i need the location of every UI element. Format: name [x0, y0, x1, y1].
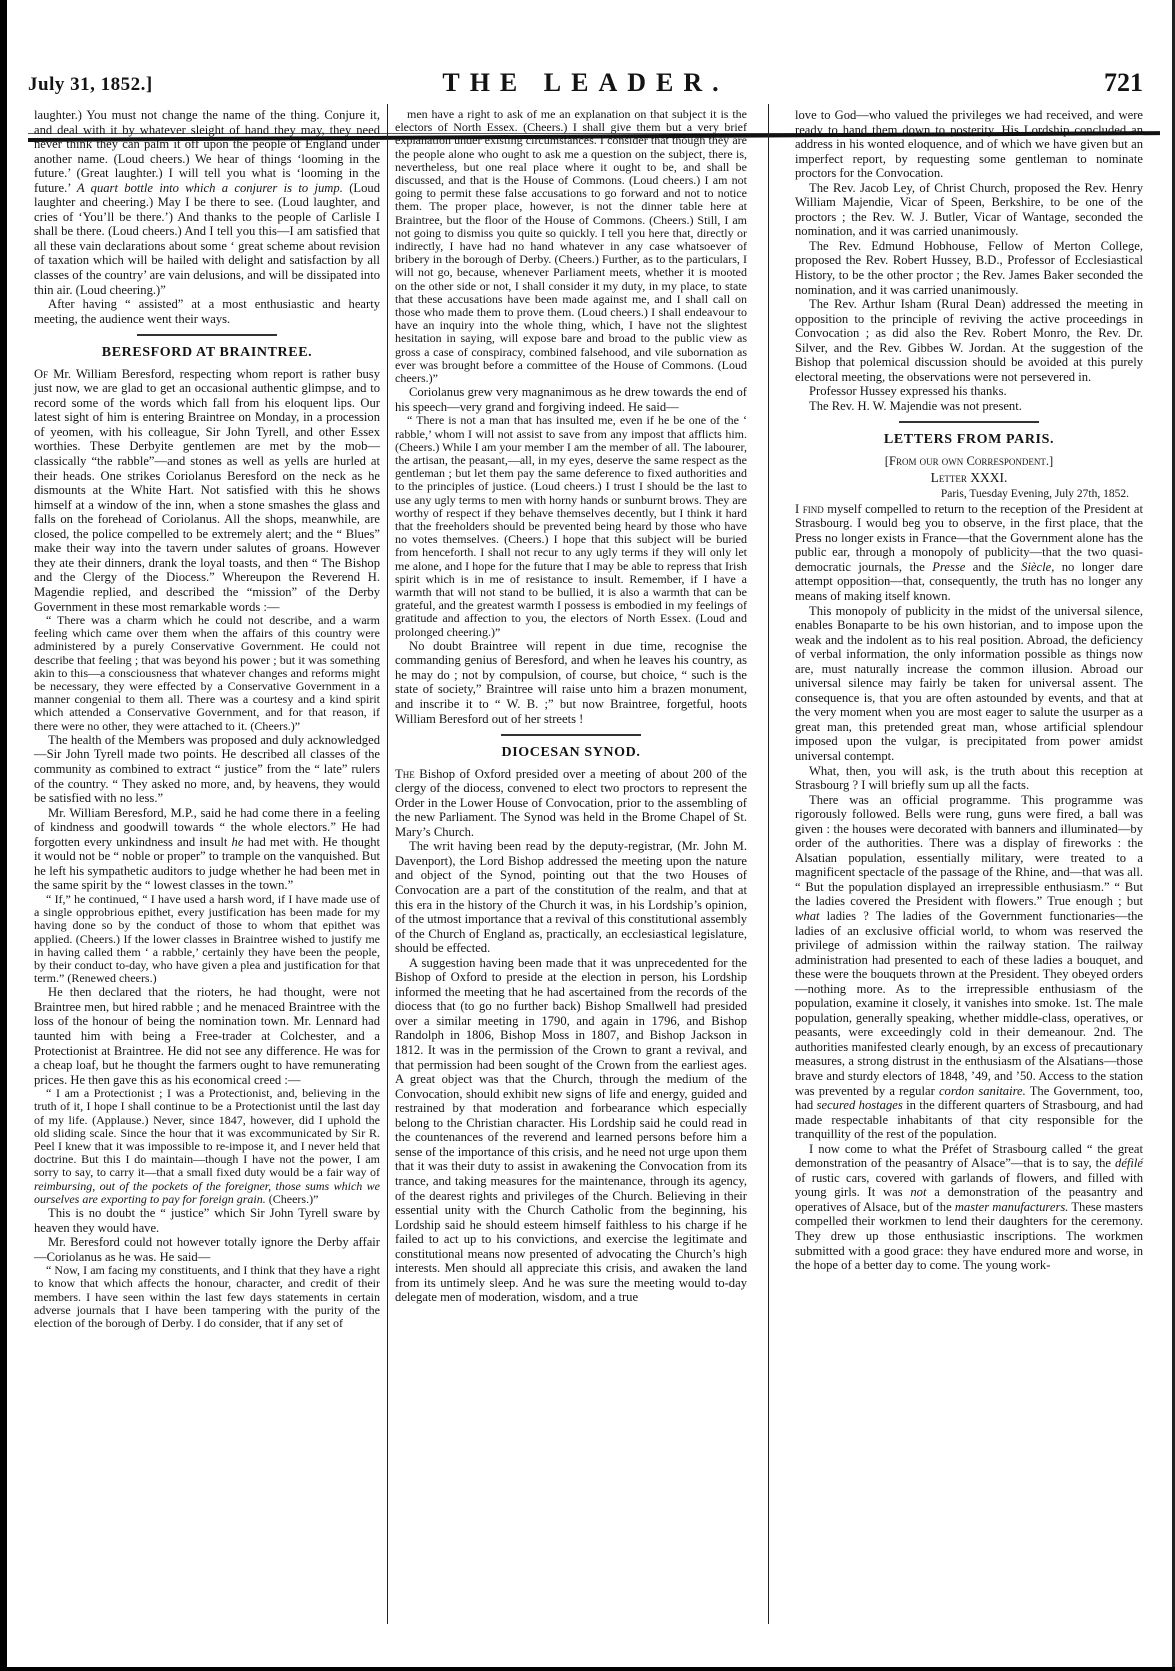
paragraph: Mr. Beresford could not however totally ignore the Derby affair—Coriolanus as he was. He said—	[34, 1235, 380, 1264]
italic-text: défilé	[1115, 1156, 1143, 1171]
paragraph	[795, 502, 1143, 604]
paragraph: The Rev. H. W. Majendie was not present.	[809, 398, 1022, 413]
italic-text: Presse	[932, 559, 966, 574]
text: no longer dare attempt opposition—that, consequently, the truth has no longer any means of making itself known.	[795, 559, 1143, 603]
section-separator	[899, 421, 1039, 423]
column-divider-1	[387, 104, 388, 1624]
italic-text: not	[910, 1185, 927, 1200]
text: ladies ? The ladies of the Government functionaries—the ladies of an exclusive official world, to whom was reserved the privilege of admission within the railway station. The railway administration had presented to each of these ladies a bouquet, and these were the bouquets thrown at the President. They obeyed orders—nothing more. As to the irrepressible enthusiasm of the population, examine it closely, it vanishes into smoke. 1st. The male population, generally speaking, whether middle-class, operatives, or peasants, were exceedingly cold in their demeanour. 2nd. The authorities manifested clearly enough, by an excess of precautionary measures, a strong distrust in the enthusiasm of the Alsatians—those brave and sturdy electors of 1848, ’49, and ’50. Access to the station was prevented by a regular	[795, 908, 1143, 1098]
lead-in: The	[395, 766, 415, 781]
text: These masters compelled their workmen to lend their daughters for the ceremony. They drew up those enthusiastic inscriptions. The workmen submitted with a good grace: they have endured more and worse, in the hope of a better day to come. The young work-	[795, 1199, 1144, 1273]
issue-date: July 31, 1852.]	[28, 74, 153, 95]
italic-text: Siècle,	[1021, 559, 1055, 574]
paragraph	[34, 108, 380, 297]
newspaper-title: THE LEADER.	[442, 68, 729, 97]
quotation: “ There was a charm which he could not describe, and a warm feeling which came over them when the affairs of this country were administered by a purely Conservative Government. He could not describe that feeling ; that was beyond his power ; but it was something akin to this—a consciousness that whatever changes and reforms might be necessary, they were effected by a Conservative Government in a manner congenial to them all. There was a courtesy and a kind spirit which attended a Conservative Government, and for that reason, if there were no other, they were attached to it. (Cheers.)”	[34, 613, 380, 733]
text: a demonstration of the peasantry and operatives of Alsace, but of the	[795, 1185, 1143, 1214]
section-separator	[137, 334, 277, 336]
column-3	[795, 108, 1143, 1273]
quotation: “ There is not a man that has insulted me, even if he be one of the ‘ rabble,’ whom I will not assist to save from any impost that afflicts him. (Cheers.) While I am your member I am the member of all. The labourer, the artisan, the peasant,—all, in my eyes, deserve the same respect as the gentleman ; but let them pay the same deference to fixed authorities and to the principles of justice. (Loud cheers.) I trust I should be the last to use any ugly terms to men with horny hands or sunburnt brows. They are worthy of respect if they behave themselves decently, but I think it hard that the freeholders should be prevented being heard by those who have no votes themselves. (Cheers.) I hope that this subject will be buried from henceforth. I shall not recur to any ugly terms if they will only let me alone, and I hope for the future that I may be able to repress that Irish spirit which is in me of resistance to insult. Remember, if I have a warmth that will not stand to be bullied, it is also a warmth that can be grateful, and the greatest warmth I possess is embodied in my feelings of gratitude and affection to you, the electors of North Essex. (Loud and prolonged cheering.)”	[395, 413, 747, 639]
page-left-edge	[0, 0, 7, 1671]
paragraph: love to God—who valued the privileges we had received, and were ready to hand them down to posterity. His Lordship concluded an address in his wonted eloquence, and of which we have given but an imperfect report, by requesting some gentleman to nominate proctors for the Convocation.	[795, 108, 1143, 181]
article-heading-beresford: BERESFORD AT BRAINTREE.	[101, 345, 313, 361]
column-2	[395, 108, 747, 1305]
text: I now come to what the Préfet of Strasbourg called “ the great demonstration of the peasantry of Alsace”—that is to say, the	[795, 1141, 1143, 1171]
paragraph	[795, 793, 1143, 1142]
paragraph: What, then, you will ask, is the truth about this reception at Strasbourg ? I will briefly sum up all the facts.	[795, 763, 1143, 793]
paragraph	[34, 806, 380, 893]
masthead	[28, 44, 1143, 97]
text: The Government, too, had	[795, 1083, 1143, 1113]
correspondent-note: [From our own Correspondent.]	[884, 454, 1054, 469]
text: in the different quarters of Strasbourg, and had made respectable inhabitants of that city responsible for the tranquillity of the rest of the population.	[795, 1098, 1143, 1142]
paragraph: Coriolanus grew very magnanimous as he drew towards the end of his speech—very grand and forgiving indeed. He said—	[395, 385, 747, 414]
paragraph: This is no doubt the “ justice” which Sir John Tyrell sware by heaven they would have.	[34, 1205, 380, 1235]
text: Bishop of Oxford presided over a meeting of about 200 of the clergy of the diocess, convened to elect two proctors to represent the Order in the Lower House of Convocation, prior to the assembling of the new Parliament. The Synod was held in the Brome Chapel of St. Mary’s Church.	[395, 766, 747, 839]
quotation	[34, 1087, 380, 1206]
italic-text: he	[231, 834, 244, 849]
italic-text: A quart bottle into which a conjurer is to jump.	[76, 180, 343, 195]
column-1	[34, 108, 380, 1330]
column-divider-2	[768, 104, 769, 1624]
paragraph	[34, 367, 380, 614]
text: Mr. William Beresford, respecting whom report is rather busy just now, we are glad to get an occasional authentic glimpse, and to record some of the words which fall from his eloquent lips. Our latest sight of him is entering Braintree on Monday, in a procession of yeomen, with his colleague, Sir John Tyrell, and other Essex worthies. These Derbyite gentlemen are met by the mob—classically “the rabble”—and stones as well as yells are hurled at their heads. One strikes Coriolanus Beresford on the neck as he dismounts at the White Hart. Not satisfied with this he shows himself at a window of the inn, when a stone smashes the glass and falls on the forehead of Coriolanus. All the shops, meanwhile, are closed, the police compelled to be extremely alert; and the “ Blues” make their way into the tavern under salutes of groans. However they ate their dinners, drank the loyal toasts, and then “ The Bishop and the Clergy of the Diocess.” Whereupon the Reverend H. Magendie replied, and described the “mission” of the Derby Government in these most remarkable words :—	[34, 366, 380, 614]
paragraph: The Rev. Jacob Ley, of Christ Church, proposed the Rev. Henry William Majendie, Vicar of Speen, Berkshire, to be one of the proctors ; the Rev. W. J. Butler, Vicar of Wantage, seconded the nomination, and it was carried unanimously.	[795, 180, 1143, 239]
paragraph: The health of the Members was proposed and duly acknowledged—Sir John Tyrell made two points. He described all classes of the community as combined to extract “ justice” from the “ late” rulers of the country. “ They asked no more, and, by heavens, they would be satisfied with no less.”	[34, 732, 380, 806]
text: Mr. William Beresford, M.P., said he had come there in a feeling of kindness and goodwill towards “ the whole electors.” He had forgotten every unkindness and insult	[34, 805, 380, 849]
article-heading-diocesan-synod: DIOCESAN SYNOD.	[501, 745, 641, 761]
text: and the	[965, 559, 1022, 574]
paragraph: This monopoly of publicity in the midst of the universal silence, enables Bonaparte to be his own historian, and to impose upon the weak and the indolent as to his real position. Abroad, the deficiency of verbal information, the only information possible as things now are, must naturally increase the common illusion. Abroad our universal silence may fairly be taken for universal assent. The consequence is, that you are often astounded by events, and that at the very moment when you are most eager to salute the usurper as a great man, this pretended great man, whose artificial splendour imposed upon the vulgar, is precipitated from power amidst universal contempt.	[795, 603, 1143, 763]
italic-text: reimbursing, out of the pockets of the foreigner, those sums which we ourselves are exporting to pay for foreign grain.	[34, 1178, 380, 1206]
paragraph: No doubt Braintree will repent in due time, recognise the commanding genius of Beresford, and when he leaves his country, as he may do ; not by compulsion, of course, but choice, “ such is the state of society,” Braintree will raise unto him a brazen monument, and inscribe it to “ W. B. ;” but now Braintree, forgetful, hoots William Beresford out of her streets !	[395, 638, 747, 726]
text: of rustic cars, covered with garlands of flowers, and filled with young girls. It was	[795, 1170, 1143, 1200]
text: (Loud laughter and cheering.) May I be there to see. (Loud laughter, and cries of ‘You’ll be there.’) And thanks to the people of Carlisle I shall be there. (Loud cheers.) And I tell you this—I am satisfied that all these vain declarations about some ‘ great scheme about revision of taxation which will be hailed with delight and satisfaction by all classes of the country’ are vain delusions, and will be dissipated into thin air. (Loud cheering.)”	[34, 180, 380, 297]
italic-text: what	[795, 908, 820, 923]
paragraph: After having “ assisted” at a most enthusiastic and hearty meeting, the audience went their ways.	[34, 297, 380, 326]
paragraph: The Rev. Edmund Hobhouse, Fellow of Merton College, proposed the Rev. Robert Hussey, B.D., Professor of Ecclesiastical History, to be the other proctor ; the Rev. James Baker seconded the nomination, and it was carried unanimously.	[795, 238, 1143, 297]
section-separator	[501, 734, 641, 736]
italic-text: cordon sanitaire.	[938, 1083, 1026, 1098]
italic-text: master manufacturers.	[954, 1199, 1069, 1214]
paragraph: The writ having been read by the deputy-registrar, (Mr. John M. Davenport), the Lord Bishop addressed the meeting upon the nature and object of the Synod, pointing out that the two Houses of Convocation are a part of the constitution of the realm, and that at this era in the history of the Church it was, in his Lordship’s opinion, of the utmost importance that a revival of this constitutional assembly of the Church of England as, practically, an ecclesiastical legislature, should be effected.	[395, 839, 747, 956]
text: laughter.) You must not change the name of the thing. Conjure it, and deal with it by whatever sleight of hand they may, they need never think they can palm it off upon the people of England under another name. (Loud cheers.) We hear of things ‘looming in the future.’ (Great laughter.) I will tell you what is ‘looming in the future.’	[34, 108, 380, 195]
quotation: “ Now, I am facing my constituents, and I think that they have a right to know that which affects the honour, character, and credit of their members. I have seen within the last few days statements in certain adverse journals that I have been tampering with the purity of the election of the borough of Derby. I do consider, that if any set of	[34, 1263, 380, 1330]
text: had met with. He thought it would not be “ noble or proper” to trample on the vanquished. But he left his sympathetic auditors to judge whether he had been met in the same spirit by the “ lowest classes in the town.”	[34, 834, 380, 893]
quotation-continued: men have a right to ask of me an explanation on that subject it is the electors of North Essex. (Cheers.) I shall give them but a very brief explanation under existing circumstances. I consider that though they are the people alone who ought to ask me a question on the subject, there is, nevertheless, but one real place where it ought to be, and shall be discussed, and that is the House of Commons. (Loud cheers.) I am not going to permit these false accusations to go forward and not to notice them. The proper place, however, is not the dinner table here at Braintree, but the floor of the House of Commons. (Cheers.) Still, I am not going to dismiss you quite so quickly. I tell you here that, directly or indirectly, I have had no hand whatever in any case whatsoever of bribery in the borough of Derby. (Cheers.) Further, as to the particulars, I will not go, because, whenever Parliament meets, whether it is mooted on the other side or not, I shall consider it my duty, in my place, to state that these accusations have been made against me, and I shall call on those who made them to prove them. (Loud cheers.) I shall endeavour to have an inquiry into the whole thing, which, I have not the slightest hesitation in saying, will expose bare and broad to the public view as gross a case of conspiracy, combined falsehood, and vile subornation as ever was brought before a committee of the House of Commons. (Loud cheers.)”	[395, 107, 747, 386]
text: There was an official programme. This programme was rigorously followed. Bells were rung, guns were fired, a ball was given : the houses were decorated with banners and illuminated—by order of the authorities. There was a display of fireworks : the Alsatian population, essentially military, were treated to a magnificent spectacle of the passage of the Rhine, and—that was all. “ But the population displayed an irrepressible enthusiasm.” “ But the ladies covered the President with flowers.” True enough ; but	[795, 792, 1143, 909]
page-number: 721	[1104, 68, 1143, 97]
article-heading-letters-from-paris: LETTERS FROM PARIS.	[883, 432, 1055, 448]
letter-number: Letter XXXI.	[930, 469, 1008, 485]
text: (Cheers.)”	[265, 1191, 319, 1206]
text: myself compelled to return to the reception of the President at Strasbourg. I would beg you to observe, in the first place, that the Press no longer exists in France—that the Government alone has the public ear, through a monopoly of publicity—that the two quasi-democratic journals, the	[795, 501, 1143, 574]
italic-text: secured hostages	[816, 1098, 903, 1113]
quotation: “ If,” he continued, “ I have used a harsh word, if I have made use of a single opprobrious epithet, every justification has been made for my having done so by the conduct of those to whom that epithet was applied. (Cheers.) If the lower classes in Braintree wished to justify me in having called them ‘ a rabble,’ certainly they have been the people, by their conduct to-day, who have given a plea and justification for that term.” (Renewed cheers.)	[34, 891, 380, 986]
paragraph: A suggestion having been made that it was unprecedented for the Bishop of Oxford to preside at the election in person, his Lordship informed the meeting that he had ascertained from the records of the diocess that (to go no further back) Bishop Smallwell had presided over a similar meeting in 1790, and again in 1796, and Bishop Randolph in 1806, Bishop Moss in 1807, and Bishop Jackson in 1812. It was in the permission of the Crown to grant a revival, and that permission had been sought of the Crown from the earliest ages. A great object was that the Church, through the medium of the Convocation, should exhibit new signs of life and energy, guided and restrained by that moderation and forbearance which especially belong to the Christian character. His Lordship said he could read in the countenances of the reverend and learned persons before him a sense of the importance of this crisis, and he need not urge upon them that it was their duty to assist in awakening the Convocation from its trance, and taking measures for the maintenance, through its agency, of the dearest rights and privileges of the Church. Believing in their essential unity with the Church Catholic from the beginning, his Lordship said he should esteem himself faithless to his charge if he failed to act up to his convictions, and exercise the legitimate and constitutional means now presented of advocating the Church’s high interests. Men should all appreciate this crisis, and awaken the land from its untimely sleep. And he was sure the meeting would to-day delegate men of moderation, wisdom, and a true	[395, 955, 747, 1305]
paragraph: He then declared that the rioters, he had thought, were not Braintree men, but hired rabble ; and he menaced Braintree with the loss of the honour of being the nomination town. Mr. Lennard had taunted him with being a Free-trader at Colchester, and a Protectionist at Braintree. He did not see any difference. He was for a cheap loaf, but he thought the farmers ought to have remunerating prices. He then gave this as his economical creed :—	[34, 985, 380, 1087]
page-bottom-edge	[0, 1667, 1175, 1671]
lead-in: Of	[34, 366, 49, 381]
paragraph	[395, 767, 747, 840]
dateline: Paris, Tuesday Evening, July 27th, 1852.	[940, 488, 1129, 501]
paragraph: The Rev. Arthur Isham (Rural Dean) addressed the meeting in opposition to the principle of reviving the active proceedings in Convocation ; as did also the Rev. Robert Monro, the Rev. Dr. Silver, and the Rev. Gibbes W. Jordan. At the suggestion of the Bishop that polemical discussion should be avoided at this purely electoral meeting, the observations were not persevered in.	[795, 297, 1143, 384]
paragraph: Professor Hussey expressed his thanks.	[809, 384, 1007, 399]
lead-in: I find	[795, 501, 824, 516]
text: “ I am a Protectionist ; I was a Protectionist, and, believing in the truth of it, I hope I shall continue to be a Protectionist until the last day of my life. (Applause.) Never, since 1847, however, did I uphold the old sliding scale. Since the hour that it was excommunicated by Sir R. Peel I knew that it was impossible to re-impose it, and I never held that doctrine. But this I do maintain—though I have not the power, I am sorry to say, to carry it—that a small fixed duty would be a fair way of	[34, 1086, 380, 1180]
paragraph	[795, 1142, 1143, 1273]
